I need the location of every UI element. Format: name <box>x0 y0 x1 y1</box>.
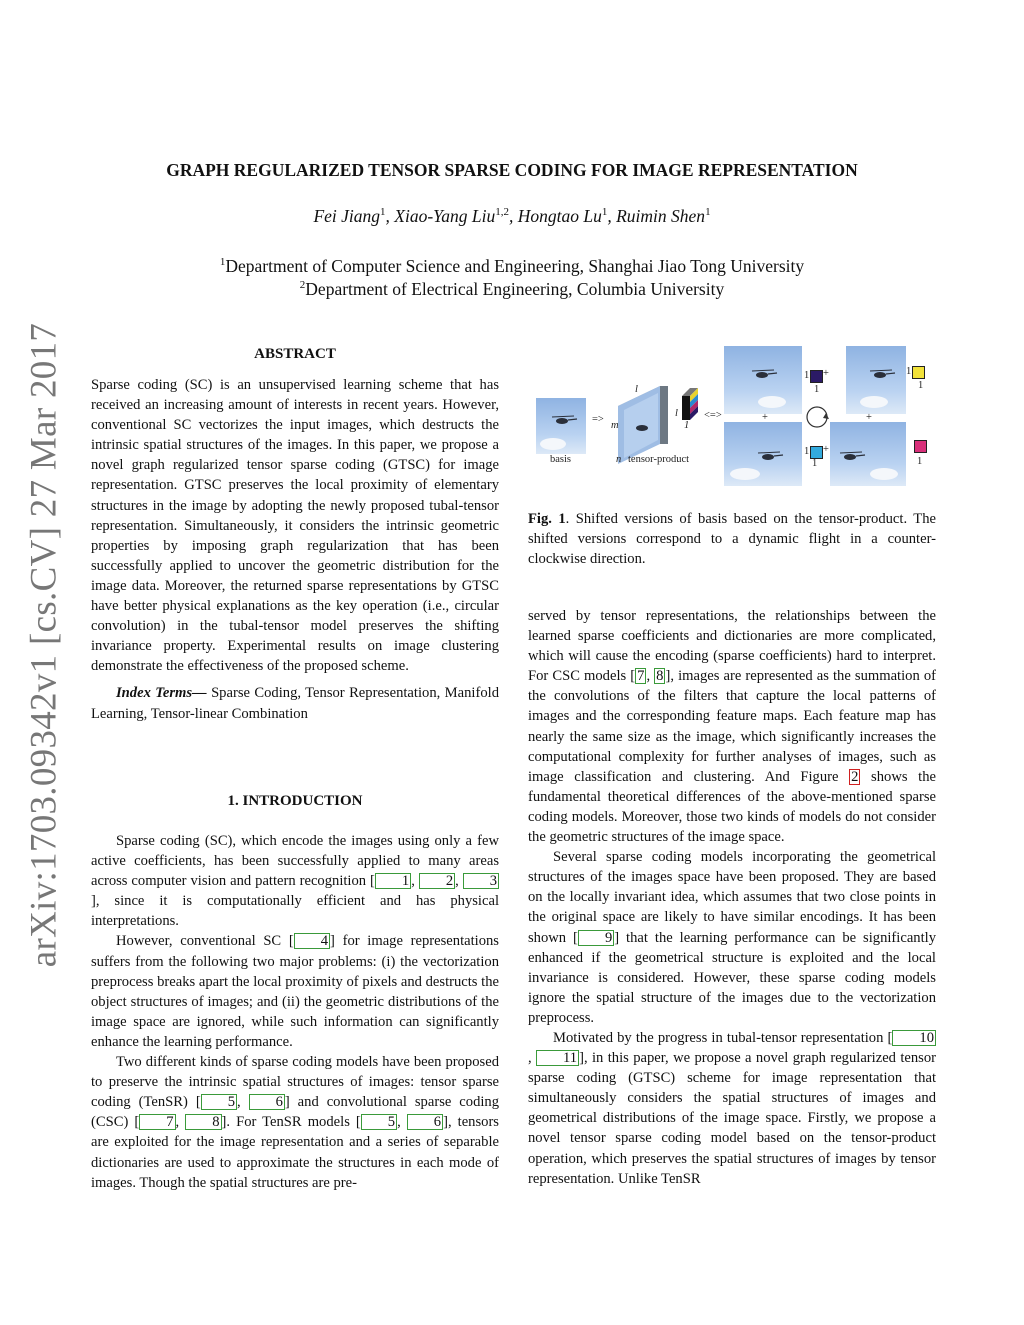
body-paragraph: Several sparse coding models incorporating the geometrical structures of the images space have been proposed. They are based on the locally invariant idea, which assumes that two close points in the original space are likely to have similar encodings. It has been shown [ 9 ] that the learning performance can be significantly enhanced if the geometrical structure is exploited and the local invariance is considered. However, these sparse coding models ignore the spatial structure of the images due to the vectorization preprocess. <box>528 849 937 1026</box>
helicopter-icon <box>836 450 866 462</box>
affiliation-1 <box>0 256 1024 277</box>
coefficient-tube <box>674 384 706 428</box>
shifted-image-3 <box>724 422 802 486</box>
affil-sup: 1 <box>219 256 226 269</box>
abstract-text: Sparse coding (SC) is an unsupervised learning scheme that has received an increasing amount of interests in recent years. However, conventional SC vectorizes the input images, which destructs the intrinsic spatial structures of the images. In this paper, we propose a novel graph regularized tensor sparse coding (GTSC) for image representation. GTSC preserves the local proximity of elementary structures in the image by adopting the newly proposed tubal-tensor representation. Simultaneously, it considers the intrinsic geometric properties by imposing graph regularization that has been successfully applied to uncover the geometric distribution for the image data. Moreover, the returned sparse representations by GTSC have better physical explanations as the key operation (i.e., circular convolution) in the tubal-tensor model preserves the shifting invariance property. Experimental results on image clustering demonstrate the effectiveness of the proposed scheme. <box>91 377 499 675</box>
plus-sign: + <box>762 412 768 423</box>
affil-sup: 2 <box>299 279 306 292</box>
basis-image <box>536 398 586 454</box>
dim-m-label: m <box>611 420 619 431</box>
author-sup: 1 <box>601 206 608 219</box>
helicopter-icon <box>866 368 896 380</box>
intro-heading: 1. INTRODUCTION <box>227 793 363 809</box>
author-sep: , <box>385 206 395 226</box>
arrow-implies: => <box>592 414 604 425</box>
citation-link[interactable]: 4 <box>294 933 330 949</box>
basis-label: basis <box>550 454 571 465</box>
citation-link[interactable]: 11 <box>536 1050 579 1066</box>
tube-dim: l <box>675 408 678 419</box>
arxiv-id: arXiv:1703.09342v1 [cs.CV] 27 Mar 2017 <box>23 322 65 968</box>
citation-link[interactable]: 10 <box>892 1030 936 1046</box>
author: Ruimin Shen <box>616 206 706 226</box>
citation-link[interactable]: 7 <box>637 668 645 685</box>
one-label: 1 <box>814 384 820 395</box>
abstract-body <box>91 375 499 724</box>
author: Fei Jiang <box>313 206 381 226</box>
affil-text: Department of Computer Science and Engineering, Shanghai Jiao Tong University <box>225 256 805 276</box>
helicopter-icon <box>754 450 784 462</box>
arrow-equivalent: <=> <box>704 410 722 421</box>
figure-1-caption <box>528 509 936 569</box>
author-list <box>0 206 1024 227</box>
one-label: 1 <box>917 456 923 467</box>
intro-paragraph: Two different kinds of sparse coding models have been proposed to preserve the intrinsic spatial structures of images: tensor sparse coding (TenSR) [ 5 , 6 ] and convolutional sparse coding (CSC) [ 7 , 8 ]. For TenSR models [ 5 , 6 ], tensors are exploited for the image representation and a series of separable dictionaries are used to approximate the structures in each mode of images. Though the spatial structures are pre- <box>91 1054 500 1191</box>
shifted-image-2 <box>846 346 906 414</box>
coefficient-square-4 <box>914 440 927 453</box>
author: Hongtao Lu <box>517 206 602 226</box>
shifted-image-4 <box>830 422 906 486</box>
figure-1 <box>528 340 938 490</box>
coefficient-square-1 <box>810 370 823 383</box>
one-label: 1 <box>804 370 810 381</box>
body-paragraph: served by tensor representations, the relationships between the learned sparse coefficients and dictionaries are more complicated, which will cause the encoding (sparse coefficients) hard to interpret. For CSC models [ 7 , 8 ], images are represented as the summation of the convolutions of the filters that capture the local patterns of images and the corresponding feature maps. Each feature map has nearly the same size as the image, which significantly increases the computational complexity for further analyses of images, such as image classification and clustering. And Figure 2 shows the fundamental theoretical differences of the above-mentioned sparse coding models. Moreover, those two kinds of models do not consider the geometric structures of the image space. <box>528 608 936 846</box>
intro-paragraph: However, conventional SC [ 4 ] for image representations suffers from the following two major problems: (i) the vectorization preprocess breaks apart the local proximity of pixels and destructs the object structures of images; and (ii) the geometric distributions of the image space are ignored, while such information can significantly enhance the learning performance. <box>91 933 499 1050</box>
citation-link[interactable]: 7 <box>139 1114 175 1130</box>
citation-link[interactable]: 9 <box>578 930 614 946</box>
one-label: 1 <box>812 458 818 469</box>
one-label: 1 <box>906 366 912 377</box>
author-sup: 1 <box>380 206 386 219</box>
index-terms <box>91 683 499 723</box>
intro-body <box>91 831 499 1193</box>
author-sep: , <box>509 206 518 226</box>
citation-link[interactable]: 8 <box>185 1114 221 1130</box>
arxiv-sidebar <box>22 322 66 968</box>
plus-sign: + <box>823 368 829 379</box>
index-terms-text: Sparse Coding, Tensor Representation, Manifold Learning, Tensor-linear Combination <box>91 685 499 722</box>
one-label: 1 <box>804 446 810 457</box>
figure-caption-text: . Shifted versions of basis based on the tensor-product. The shifted versions correspond to a dynamic flight in a counter-clockwise direction. <box>528 511 936 567</box>
plus-sign: + <box>866 412 872 423</box>
right-column-body <box>528 606 936 1189</box>
author-sup: 1,2 <box>495 206 509 219</box>
citation-link[interactable]: 8 <box>656 668 664 685</box>
shifted-image-1 <box>724 346 802 414</box>
figure-label: Fig. 1 <box>528 511 566 527</box>
abstract-heading: ABSTRACT <box>254 346 336 362</box>
tensor-label: tensor-product <box>628 454 690 465</box>
tube-one: 1 <box>684 420 690 431</box>
dim-l-label: l <box>635 384 638 395</box>
author-sup: 1 <box>705 206 711 219</box>
author-sep: , <box>607 206 617 226</box>
citation-link[interactable]: 3 <box>463 873 499 889</box>
helicopter-icon <box>548 414 578 426</box>
index-terms-label: Index Terms— <box>116 685 207 702</box>
helicopter-icon <box>748 368 778 380</box>
coefficient-square-2 <box>912 366 925 379</box>
one-label: 1 <box>918 380 924 391</box>
dim-n-label: n <box>616 454 622 465</box>
affiliation-2 <box>0 279 1024 300</box>
plus-sign: + <box>823 444 829 455</box>
author: Xiao-Yang Liu <box>394 206 496 226</box>
paper-title: GRAPH REGULARIZED TENSOR SPARSE CODING FOR IMAGE REPRESENTATION <box>166 160 858 180</box>
intro-paragraph: Sparse coding (SC), which encode the images using only a few active coefficients, has been successfully applied to many areas across computer vision and pattern recognition [ 1 , 2 , 3], since it is computationally efficient and has physical interpretations. <box>91 833 499 930</box>
citation-link[interactable]: 6 <box>407 1114 443 1130</box>
figure-link[interactable]: 2 <box>851 768 859 785</box>
citation-link[interactable]: 6 <box>249 1094 285 1110</box>
citation-link[interactable]: 2 <box>419 873 455 889</box>
body-paragraph: Motivated by the progress in tubal-tensor representation [ 10, 11 ], in this paper, we propose a novel graph regularized tensor sparse coding (GTSC) scheme for image representation that simultaneously considers the spatial structures of images and geometrical distributions of the image space. Firstly, we propose a novel tensor sparse coding model based on the tensor-product operation, which preserves the spatial structures of images by tensor representation. Unlike TenSR <box>528 1029 937 1187</box>
citation-link[interactable]: 1 <box>375 873 411 889</box>
citation-link[interactable]: 5 <box>361 1114 397 1130</box>
rotation-arrow-icon <box>802 402 832 432</box>
affil-text: Department of Electrical Engineering, Columbia University <box>305 279 725 299</box>
citation-link[interactable]: 5 <box>201 1094 237 1110</box>
